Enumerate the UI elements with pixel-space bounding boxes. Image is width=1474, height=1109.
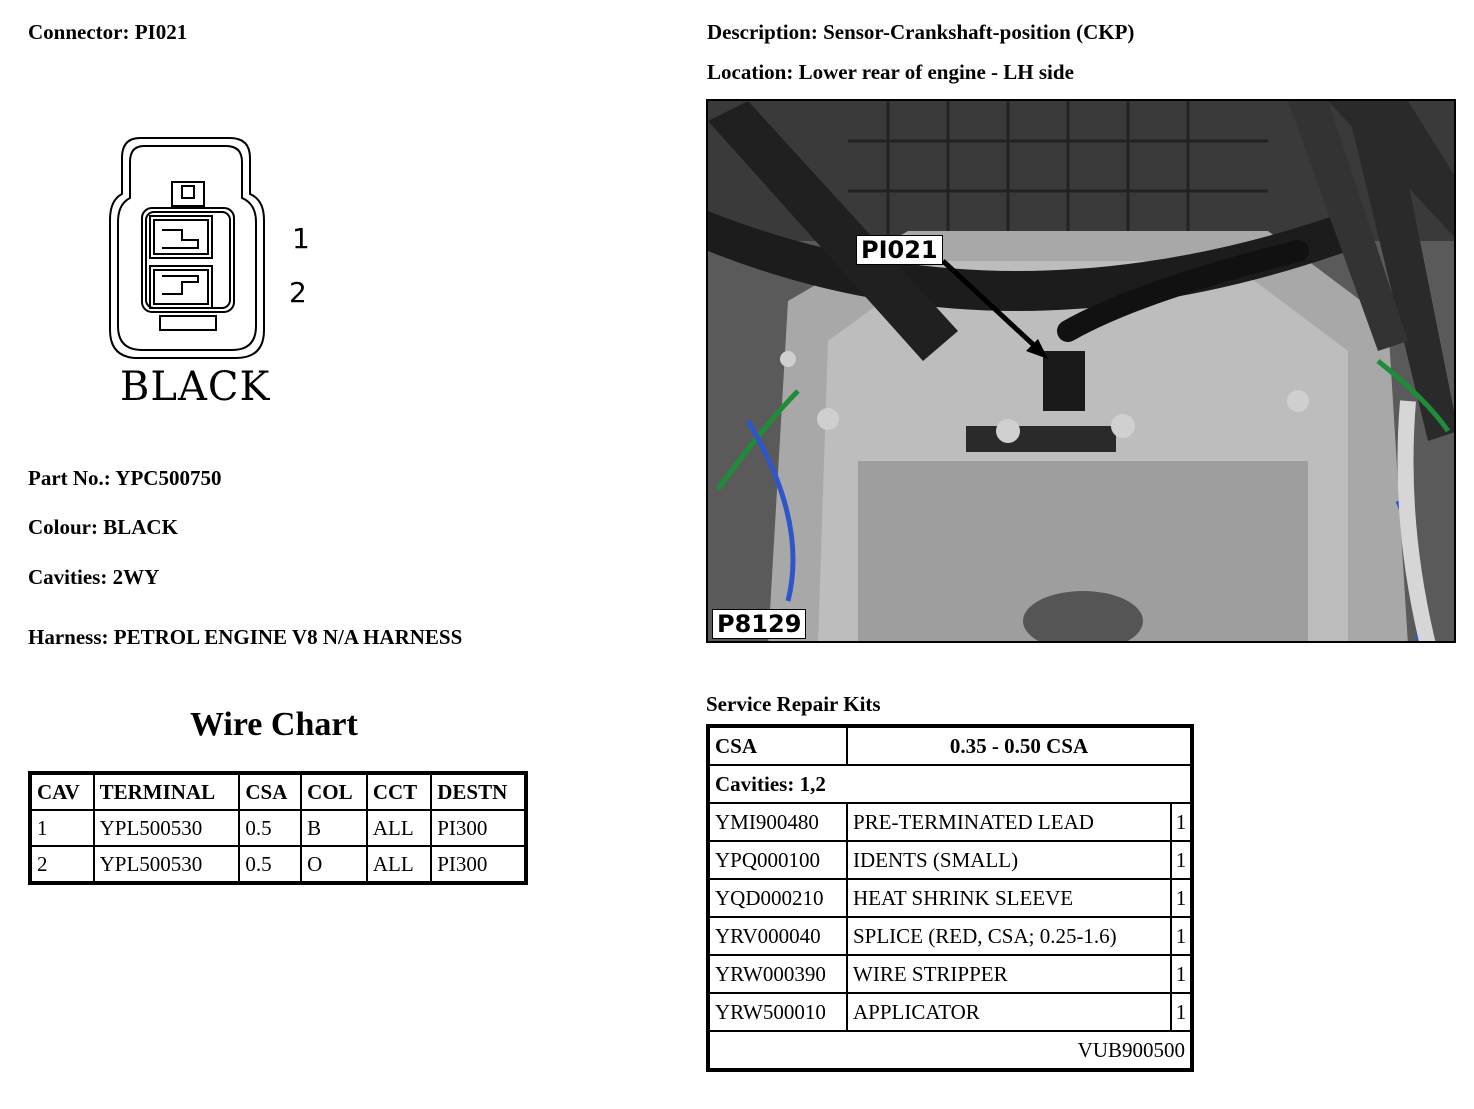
col-header: DESTN [431,774,525,810]
wire-chart-header-row [31,774,525,810]
kit-description: IDENTS (SMALL) [847,841,1171,879]
connector-id: Connector: PI021 [28,20,188,44]
wire-chart-table [28,771,528,885]
table-row [709,879,1191,917]
table-row [709,841,1191,879]
kit-cavities: Cavities: 1,2 [709,765,1191,803]
engine-photo [706,99,1456,643]
cell: 0.5 [239,846,301,882]
col-header: CAV [31,774,94,810]
cell: 1 [31,810,94,846]
connector-face-diagram [100,130,280,370]
connector-colour-caption: BLACK [120,364,271,410]
part-number: Part No.: YPC500750 [28,466,222,490]
kit-quantity: 1 [1171,879,1191,917]
cell: YPL500530 [94,846,240,882]
kit-part-number: YRW500010 [709,993,847,1031]
cell: ALL [367,810,431,846]
csa-row [709,727,1191,765]
col-header: CCT [367,774,431,810]
cell: YPL500530 [94,810,240,846]
csa-value: 0.35 - 0.50 CSA [847,727,1191,765]
table-row [31,846,525,882]
cavities: Cavities: 2WY [28,565,160,589]
table-row [709,803,1191,841]
col-header: TERMINAL [94,774,240,810]
engine-photo-illustration [708,101,1456,643]
kit-quantity: 1 [1171,803,1191,841]
csa-label: CSA [709,727,847,765]
kit-description: APPLICATOR [847,993,1171,1031]
table-row [709,917,1191,955]
table-row [709,955,1191,993]
kit-quantity: 1 [1171,993,1191,1031]
harness: Harness: PETROL ENGINE V8 N/A HARNESS [28,625,463,649]
kit-quantity: 1 [1171,841,1191,879]
kit-part-number: YPQ000100 [709,841,847,879]
colour: Colour: BLACK [28,515,178,539]
service-kits-title: Service Repair Kits [706,692,881,716]
kit-part-number: YRV000040 [709,917,847,955]
cell: 2 [31,846,94,882]
pin-1-number: 1 [292,222,310,255]
pin-2-number: 2 [289,276,307,309]
cell: PI300 [431,846,525,882]
description: Description: Sensor-Crankshaft-position (CKP) [707,20,1135,44]
table-row [709,993,1191,1031]
cell: O [301,846,367,882]
col-header: COL [301,774,367,810]
cell: 0.5 [239,810,301,846]
cavities-row [709,765,1191,803]
kit-part-number: YQD000210 [709,879,847,917]
service-kits-table [706,724,1194,1072]
kit-description: PRE-TERMINATED LEAD [847,803,1171,841]
kit-number: VUB900500 [709,1031,1191,1069]
table-row [31,810,525,846]
kit-quantity: 1 [1171,955,1191,993]
wire-chart-title: Wire Chart [190,706,358,743]
kit-part-number: YRW000390 [709,955,847,993]
cell: B [301,810,367,846]
col-header: CSA [239,774,301,810]
kit-quantity: 1 [1171,917,1191,955]
cell: PI300 [431,810,525,846]
kit-description: SPLICE (RED, CSA; 0.25-1.6) [847,917,1171,955]
cell: ALL [367,846,431,882]
location: Location: Lower rear of engine - LH side [707,60,1074,84]
kit-description: WIRE STRIPPER [847,955,1171,993]
photo-id-tag: P8129 [712,609,806,639]
photo-connector-tag: PI021 [856,235,943,265]
kit-part-number: YMI900480 [709,803,847,841]
kit-description: HEAT SHRINK SLEEVE [847,879,1171,917]
kit-number-row [709,1031,1191,1069]
